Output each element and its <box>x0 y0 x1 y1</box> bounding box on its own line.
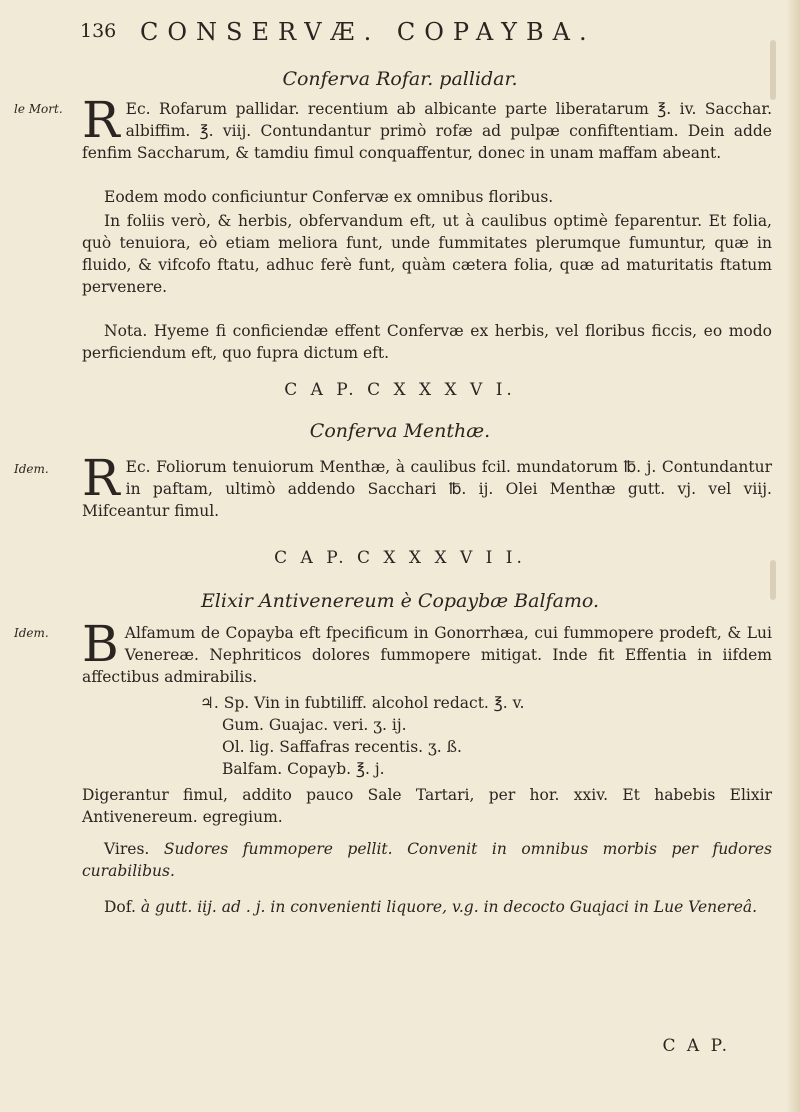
paragraph <box>82 91 772 164</box>
margin-note: Idem. <box>14 462 49 476</box>
section-title-conserva-rosarum: Conferva Rofar. pallidar. <box>282 68 518 90</box>
page-header <box>80 20 730 50</box>
paragraph <box>82 449 772 522</box>
drop-capital: R <box>82 449 120 507</box>
paragraph: Nota. Hyeme fi conficiendæ effent Confervæ ex herbis, vel floribus ficcis, eo modo perficiendum eft, quo fupra dictum eft. <box>82 322 772 362</box>
vires-paragraph <box>82 838 772 882</box>
paragraph: In foliis verò, & herbis, obfervandum eft, ut à caulibus optimè feparentur. Et folia, quò tenuiora, eò etiam meliora funt, unde fummitates plerumque fumuntur, quæ in fluido, & vifcofo ftatu, adhuc ferè funt, quàm cætera folia, quæ ad maturitatis ftatum pervenere. <box>82 212 772 296</box>
drop-capital: R <box>82 91 120 149</box>
paragraph-text: Ec. Rofarum pallidar. recentium ab albicante parte liberatarum ℥. iv. Sacchar. albiffim. ℥. viij. Contundantur primò rofæ ad pulpæ confiftentiam. Dein adde fenfim Saccharum, & tamdiu fimul conquaffentur, donec in unam maffam abeant. <box>82 100 772 162</box>
vires-label: Vires. <box>104 840 150 858</box>
running-title: CONSERVÆ. COPAYBA. <box>140 18 596 46</box>
recipe-line: Ol. lig. Saffafras recentis. ʒ. ß. <box>222 738 462 756</box>
page-number: 136 <box>80 20 117 42</box>
recipe-list <box>200 692 700 780</box>
drop-capital: B <box>82 615 119 673</box>
paragraph <box>82 615 772 688</box>
dosis-paragraph <box>82 896 772 918</box>
recipe-line: Gum. Guajac. veri. ʒ. ij. <box>222 716 407 734</box>
paragraph: Digerantur fimul, addito pauco Sale Tartari, per hor. xxiv. Et habebis Elixir Antivenereum. egregium. <box>82 786 772 826</box>
recipe-line: Balfam. Copayb. ℥. j. <box>222 760 385 778</box>
dosis-label: Dof. <box>104 898 136 916</box>
catchword: C A P. <box>662 1036 730 1056</box>
margin-note: Idem. <box>14 626 49 640</box>
chapter-heading: C A P. C X X X V I I. <box>274 548 526 568</box>
paragraph-text: Ec. Foliorum tenuiorum Menthæ, à caulibus fcil. mundatorum ℔. j. Contundantur in paftam, ultimò addendo Sacchari ℔. ij. Olei Menthæ gutt. vj. vel viij. Mifceantur fimul. <box>82 458 772 520</box>
vires-text: Sudores fummopere pellit. Convenit in omnibus morbis per fudores curabilibus. <box>82 840 772 880</box>
section-title-conserva-menthae: Conferva Menthæ. <box>309 420 491 442</box>
recipe-line: ♃. Sp. Vin in fubtiliff. alcohol redact. ℥. v. <box>200 694 525 712</box>
paragraph-text: Alfamum de Copayba eft fpecificum in Gonorrhæa, cui fummopere prodeft, & Lui Venereæ. Nephriticos dolores fummopere mitigat. Inde fit Effentia in iifdem affectibus admirabilis. <box>82 624 772 686</box>
dosis-text: à gutt. iij. ad . j. in convenienti liquore, v.g. in decocto Guajaci in Lue Venereâ. <box>140 898 758 916</box>
section-title-elixir: Elixir Antivenereum è Copaybæ Balfamo. <box>200 590 600 612</box>
margin-note: le Mort. <box>14 102 63 116</box>
paragraph: Eodem modo conficiuntur Confervæ ex omnibus floribus. <box>104 188 554 206</box>
chapter-heading: C A P. C X X X V I. <box>284 380 516 400</box>
